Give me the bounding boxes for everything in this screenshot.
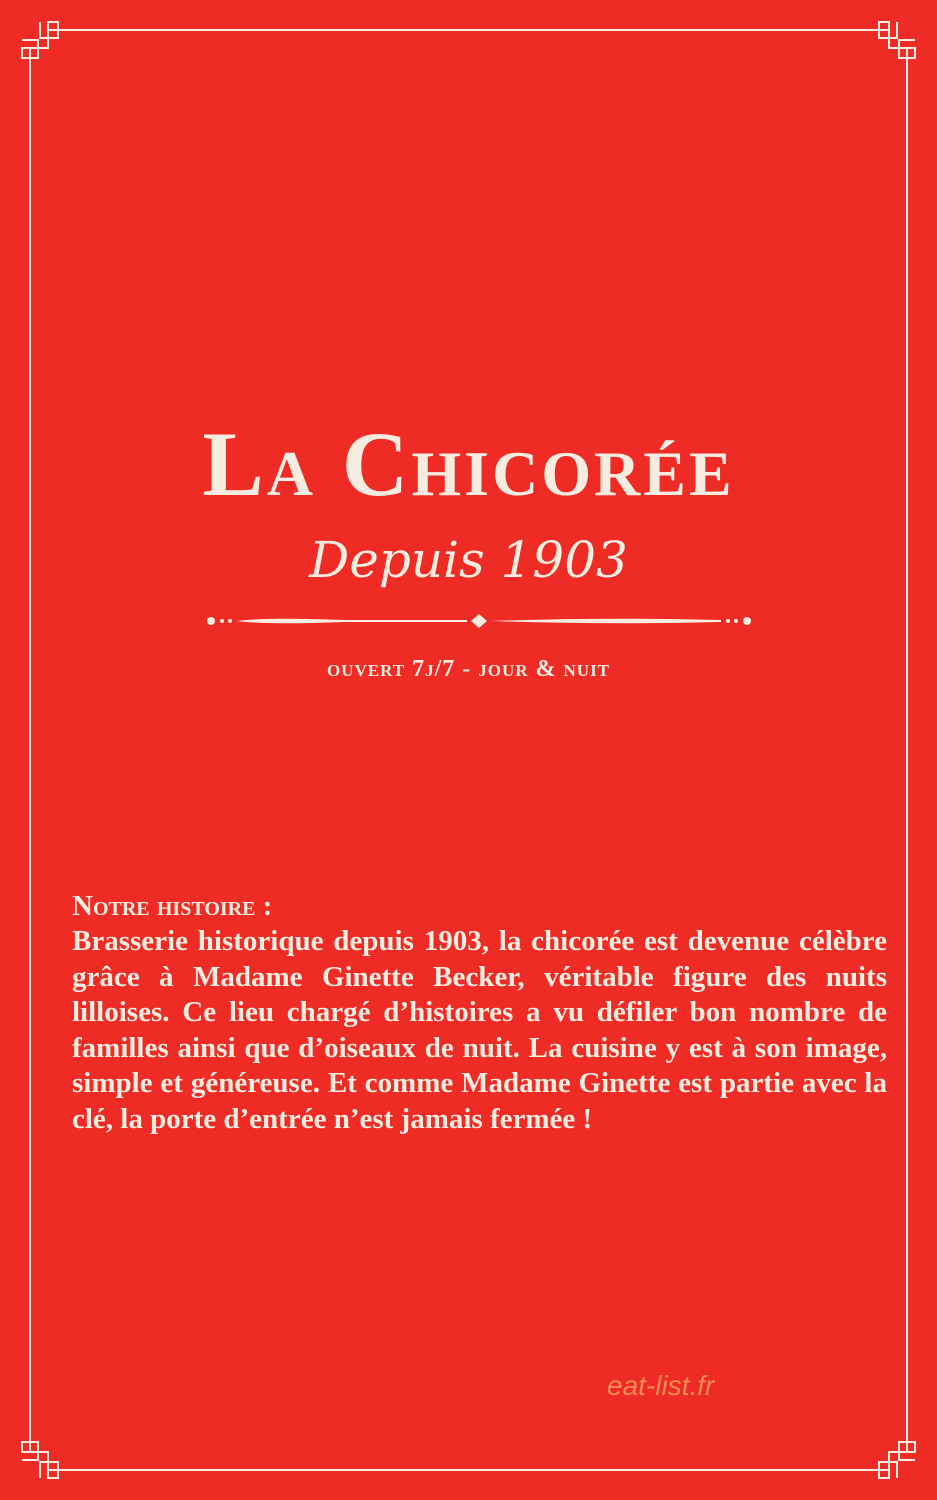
restaurant-name: La Chicorée [202, 413, 735, 515]
founded-subtitle: Depuis 1903 [309, 531, 628, 589]
divider-ornament [205, 608, 753, 634]
story-paragraph: Brasserie historique depuis 1903, la chicorée est devenue célèbre grâce à Madame Ginette Becker, véritable figure des nuits lilloises. Ce lieu chargé d’histoires a vu défiler bon nombre de familles ainsi que d’oiseaux de nuit. La cuisine y est à son image, simple et généreuse. Et comme Madame Ginette est partie avec la clé, la porte d’entrée n’est jamais fermée ! [72, 925, 887, 1135]
opening-hours: ouvert 7j/7 - jour & nuit [326, 656, 611, 682]
story-heading: Notre histoire : [72, 890, 273, 922]
watermark: eat-list.fr [607, 1370, 715, 1401]
story-section [72, 888, 887, 1137]
